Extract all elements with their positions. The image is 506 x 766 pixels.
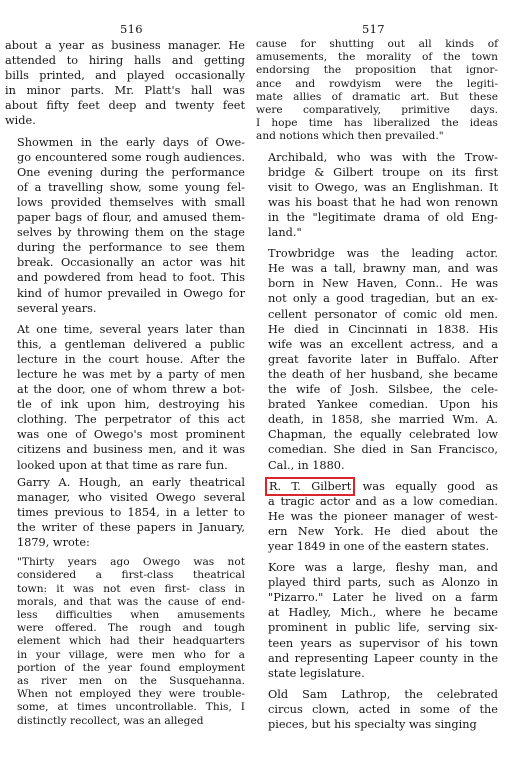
text-line: manager, who visited Owego several: [17, 490, 245, 504]
text-line: and notions which then prevailed.": [256, 130, 444, 143]
text-line: When not employed they were trouble-: [17, 688, 245, 701]
text-line: and representing Lapeer county in the: [268, 651, 498, 665]
right-column-paragraph: [256, 246, 498, 472]
text-line: endorsing the proposition that ignor-: [256, 64, 498, 77]
text-line: the writer of these papers in January,: [17, 520, 245, 534]
text-line: considered a first-class theatrical: [17, 569, 245, 582]
text-line: element which had their headquarters: [17, 635, 245, 648]
text-line: He died in Cincinnati in 1838. His: [268, 322, 498, 336]
text-line: bridge & Gilbert troupe on its first: [268, 165, 498, 179]
text-line: bills printed, and played occasionally: [5, 69, 245, 83]
text-line: not only a good tragedian, but an ex-: [268, 292, 498, 306]
text-line: looked upon at that time as rare fun.: [17, 458, 228, 472]
text-line: in your village, were men who for a: [17, 648, 245, 661]
text-line: town: it was not even first- class in: [17, 582, 245, 595]
text-line: Archibald, who was with the Trow-: [268, 150, 498, 164]
text-line: lecture in the court house. After the: [17, 352, 245, 366]
text-line: at Hadley, Mich., where he became: [268, 606, 498, 620]
text-line: was his boast that he had won renown: [268, 195, 498, 209]
text-line: of a travelling show, some young fel-: [17, 180, 245, 194]
text-line: Old Sam Lathrop, the celebrated: [268, 687, 498, 701]
text-line: pieces, but his specialty was singing: [268, 718, 477, 731]
text-line: 1879, wrote:: [17, 536, 90, 549]
text-line: One evening during the performance: [17, 165, 245, 179]
text-line: state legislature.: [268, 666, 365, 680]
text-line: circus clown, acted in some of the: [268, 702, 498, 716]
text-line: Showmen in the early days of Owe-: [17, 135, 245, 149]
text-line: and powdered from head to foot. This: [17, 271, 245, 285]
text-line: Cal., in 1880.: [268, 458, 345, 472]
text-line: as river men on the Susquehanna.: [17, 674, 245, 687]
text-line: distinctly recollect, was an alleged: [17, 714, 204, 727]
text-line: comedian. She died in San Francisco,: [268, 443, 498, 457]
page-number-right: 517: [362, 22, 385, 36]
text-line: death, in 1858, she married Wm. A.: [268, 413, 498, 427]
text-line: attended to hiring halls and getting: [5, 54, 245, 68]
text-line: kind of humor prevailed in Owego for: [17, 286, 245, 300]
left-column: [5, 38, 245, 728]
text-line: I hope time has liberalized the ideas: [256, 117, 498, 130]
text-line: in minor parts. Mr. Platt's hall was: [5, 84, 245, 98]
text-line: was one of Owego's most prominent: [17, 428, 245, 442]
text-line: [256, 479, 498, 494]
text-line: about fifty feet deep and twenty feet: [5, 99, 245, 113]
text-line: land.": [268, 226, 302, 240]
right-column-paragraph: [256, 38, 498, 144]
text-line: tle of ink upon him, destroying his: [17, 398, 245, 412]
text-line: great favorite later in Buffalo. After: [268, 352, 498, 366]
text-line: cellent personator of comic old men.: [268, 307, 498, 321]
text-line: wife was an excellent actress, and a: [268, 337, 498, 351]
text-line: were offered. The rough and tough: [17, 622, 245, 635]
text-line: He was the pioneer manager of west-: [268, 509, 498, 523]
text-line: less difficulties when amusements: [17, 608, 245, 621]
text-line: At one time, several years later than: [17, 322, 245, 336]
text-line: brated Yankee comedian. Upon his: [268, 398, 498, 412]
text-line: visit to Owego, was an Englishman. It: [268, 180, 498, 194]
text-line: Chapman, the equally celebrated low: [268, 428, 498, 442]
right-column-paragraph: [256, 560, 498, 681]
text-line: about a year as business manager. He: [5, 39, 245, 52]
text-line: lows provided themselves with small: [17, 195, 245, 209]
text-line: morals, and that was the cause of end-: [17, 595, 245, 608]
page-number-left: 516: [120, 22, 143, 36]
text-line: cause for shutting out all kinds of: [256, 38, 498, 50]
text-line: mate allies of dramatic art. But these: [256, 90, 498, 103]
text-line: a tragic actor and as a low comedian.: [268, 494, 498, 508]
text-line: break. Occasionally an actor was hit: [17, 256, 245, 270]
text-line: during the performance to see them: [17, 241, 245, 255]
text-line: in the "legitimate drama of old Eng-: [268, 211, 498, 224]
text-line: go encountered some rough audiences.: [17, 150, 245, 164]
text-line-rest: was equally good as: [352, 479, 499, 493]
text-line: born in New Haven, Conn.. He was: [268, 277, 498, 291]
text-line: amusements, the morality of the town: [256, 51, 498, 64]
left-column-paragraph: [5, 38, 245, 129]
text-line: ern New York. He died about the: [268, 524, 498, 538]
text-line: "Thirty years ago Owego was not: [17, 556, 245, 569]
text-line: He was a tall, brawny man, and was: [268, 262, 498, 276]
right-column-paragraph: [256, 150, 498, 241]
text-line: Trowbridge was the leading actor.: [268, 247, 498, 261]
left-column-paragraph: [5, 556, 245, 728]
text-line: this, a gentleman delivered a public: [17, 337, 245, 351]
text-line: ance and rowdyism were the legiti-: [256, 77, 498, 90]
text-line: lecture he was met by a party of men: [17, 367, 245, 381]
text-line: played third parts, such as Alonzo in: [268, 576, 498, 590]
text-line: portion of the year found employment: [17, 661, 245, 674]
right-column-paragraph: [256, 687, 498, 732]
text-line: several years.: [17, 301, 97, 315]
text-line: at the door, one of whom threw a bot-: [17, 383, 245, 397]
right-column: [256, 38, 498, 732]
left-column-paragraph: [5, 475, 245, 550]
text-line: wide.: [5, 114, 36, 128]
text-line: "Pizarro." Later he lived on a farm: [268, 591, 498, 605]
left-column-paragraph: [5, 135, 245, 316]
text-line: citizens and business men, and it was: [17, 443, 245, 457]
text-line: year 1849 in one of the eastern states.: [268, 539, 490, 553]
text-line: selves by throwing them on the stage: [17, 226, 245, 240]
text-line: the death of her husband, she became: [268, 367, 498, 381]
left-column-paragraph: [5, 322, 245, 473]
text-line: some, at times uncontrollable. This, I: [17, 701, 245, 714]
highlighted-name: R. T. Gilbert: [269, 479, 352, 493]
text-line: teen years as supervisor of his town: [268, 636, 498, 650]
text-line: Garry A. Hough, an early theatrical: [17, 475, 245, 489]
text-line: paper bags of flour, and amused them-: [17, 211, 245, 225]
text-line: clothing. The perpetrator of this act: [17, 413, 245, 427]
text-line: the wife of Josh. Silsbee, the cele-: [268, 383, 498, 397]
right-column-paragraph: [256, 479, 498, 554]
text-line: were comparatively, primitive days.: [256, 104, 498, 117]
text-line: prominent in public life, serving six-: [268, 621, 498, 635]
text-line: times previous to 1854, in a letter to: [17, 505, 245, 519]
text-line: Kore was a large, fleshy man, and: [268, 561, 498, 575]
